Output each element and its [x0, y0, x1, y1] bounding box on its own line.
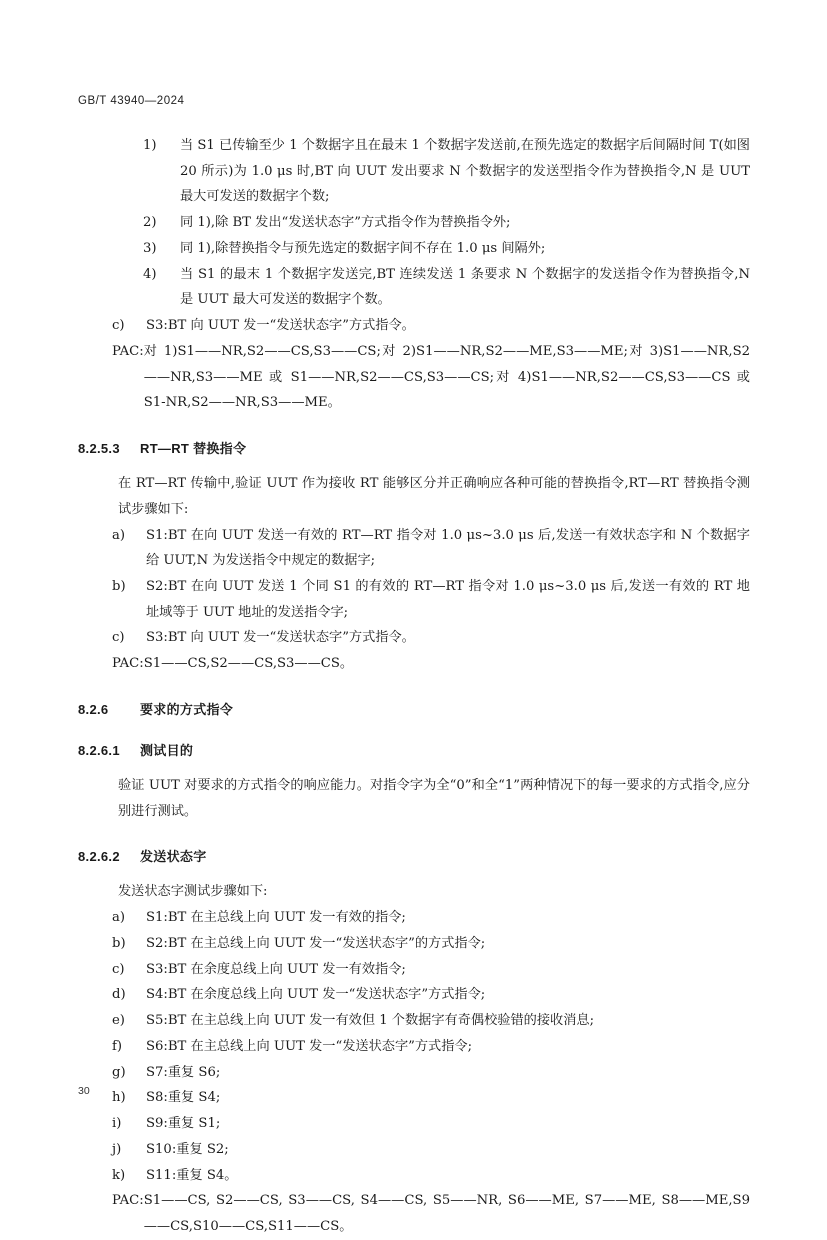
- list-text: S9:重复 S1;: [146, 1116, 221, 1132]
- clause-heading-8-2-5-3: [78, 438, 750, 457]
- list-text: S3:BT 向 UUT 发一“发送状态字”方式指令。: [146, 630, 415, 646]
- list-item-c: [112, 313, 750, 339]
- list-text: S7:重复 S6;: [146, 1064, 221, 1080]
- list-8-2-5-2: [78, 133, 750, 313]
- pac-block-1: [112, 339, 750, 416]
- list-text: S2:BT 在向 UUT 发送 1 个同 S1 的有效的 RT—RT 指令对 1.0 μs~3.0 μs 后,发送一有效的 RT 地址域等于 UUT 地址的发送指令字;: [146, 579, 750, 620]
- list-text: S2:BT 在主总线上向 UUT 发一“发送状态字”的方式指令;: [146, 935, 486, 951]
- list-item: [143, 133, 750, 210]
- list-marker: e): [112, 1013, 125, 1029]
- list-text: S10:重复 S2;: [146, 1141, 229, 1157]
- list-marker: f): [112, 1038, 123, 1054]
- pac-label: PAC:: [112, 656, 144, 672]
- paragraph-8-2-6-2: 发送状态字测试步骤如下:: [118, 884, 268, 900]
- list-marker: k): [112, 1167, 126, 1183]
- list-marker: c): [112, 318, 125, 334]
- list-item: [112, 1008, 750, 1034]
- pac-text: S1——CS,S2——CS,S3——CS。: [143, 656, 354, 672]
- list-item: [112, 523, 750, 574]
- list-text: S1:BT 在主总线上向 UUT 发一有效的指令;: [146, 910, 406, 926]
- clause-number: 8.2.6: [78, 701, 109, 717]
- list-marker: h): [112, 1090, 126, 1106]
- list-text: S11:重复 S4。: [146, 1167, 238, 1183]
- list-marker: a): [112, 910, 126, 926]
- list-marker: g): [112, 1064, 126, 1080]
- list-text: 同 1),除替换指令与预先选定的数据字间不存在 1.0 μs 间隔外;: [180, 240, 546, 256]
- clause-number: 8.2.5.3: [78, 441, 120, 457]
- list-item: [112, 1163, 750, 1189]
- paragraph-8-2-6-1: 验证 UUT 对要求的方式指令的响应能力。对指令字为全“0”和全“1”两种情况下的每一要求的方式指令,应分别进行测试。: [118, 777, 750, 819]
- list-marker: c): [112, 961, 125, 977]
- list-8-2-5-3: [78, 523, 750, 652]
- clause-title: 发送状态字: [140, 849, 207, 865]
- pac-block-2: [112, 651, 750, 677]
- list-marker: b): [112, 935, 126, 951]
- list-8-2-6-2: [78, 905, 750, 1188]
- pac-label: PAC:: [112, 1193, 144, 1209]
- list-text: S5:BT 在主总线上向 UUT 发一有效但 1 个数据字有奇偶校验错的接收消息;: [146, 1013, 595, 1029]
- list-item: [112, 982, 750, 1008]
- clause-number: 8.2.6.2: [78, 849, 120, 865]
- list-item: [143, 262, 750, 313]
- list-marker: a): [112, 527, 126, 543]
- list-marker: b): [112, 579, 126, 595]
- list-item: [112, 1111, 750, 1137]
- list-marker: 3): [143, 240, 157, 256]
- list-marker: 2): [143, 215, 157, 231]
- list-item: [112, 1060, 750, 1086]
- pac-label: PAC:: [112, 343, 144, 359]
- list-item: [112, 574, 750, 625]
- list-text: S3:BT 在余度总线上向 UUT 发一有效指令;: [146, 961, 406, 977]
- list-text: S1:BT 在向 UUT 发送一有效的 RT—RT 指令对 1.0 μs~3.0 μs 后,发送一有效状态字和 N 个数据字给 UUT,N 为发送指令中规定的数据字;: [146, 527, 750, 569]
- list-text: S3:BT 向 UUT 发一“发送状态字”方式指令。: [146, 318, 415, 334]
- list-text: S4:BT 在余度总线上向 UUT 发一“发送状态字”方式指令;: [146, 987, 486, 1003]
- list-item: [143, 210, 750, 236]
- pac-text: 对 1)S1——NR,S2——CS,S3——CS;对 2)S1——NR,S2——ME,S3——ME;对 3)S1——NR,S2——NR,S3——ME 或 S1——NR,S2——CS,S3——CS;对 4)S1——NR,S2——CS,S3——CS 或 S1-NR,S2——NR,S3——ME。: [143, 343, 750, 411]
- clause-heading-8-2-6-1: [78, 740, 750, 759]
- list-item: [112, 1137, 750, 1163]
- page-number: 30: [78, 1085, 90, 1097]
- clause-number: 8.2.6.1: [78, 742, 120, 758]
- page-header: GB/T 43940—2024: [78, 95, 185, 107]
- list-item: [112, 625, 750, 651]
- list-item: [112, 957, 750, 983]
- list-marker: c): [112, 630, 125, 646]
- list-text: S8:重复 S4;: [146, 1090, 221, 1106]
- list-text: S6:BT 在主总线上向 UUT 发一“发送状态字”方式指令;: [146, 1038, 473, 1054]
- pac-block-3: [112, 1188, 750, 1239]
- clause-heading-8-2-6-2: [78, 846, 750, 865]
- list-text: 同 1),除 BT 发出“发送状态字”方式指令作为替换指令外;: [180, 215, 511, 231]
- clause-title: 测试目的: [140, 742, 194, 758]
- pac-text: S1——CS, S2——CS, S3——CS, S4——CS, S5——NR, S6——ME, S7——ME, S8——ME,S9——CS,S10——CS,S11——CS。: [143, 1193, 750, 1234]
- list-text: 当 S1 的最末 1 个数据字发送完,BT 连续发送 1 条要求 N 个数据字的发送指令作为替换指令,N 是 UUT 最大可发送的数据字个数。: [180, 266, 750, 308]
- page-content: [78, 95, 750, 1240]
- list-item: [143, 236, 750, 262]
- list-marker: i): [112, 1116, 122, 1132]
- list-item: [112, 1034, 750, 1060]
- clause-title: 要求的方式指令: [140, 701, 234, 717]
- clause-heading-8-2-6: [78, 699, 750, 718]
- clause-title: RT—RT 替换指令: [140, 441, 247, 457]
- list-text: 当 S1 已传输至少 1 个数据字且在最末 1 个数据字发送前,在预先选定的数据字后间隔时间 T(如图 20 所示)为 1.0 μs 时,BT 向 UUT 发出要求 N 个数据字的发送型指令作为替换指令,N 是 UUT 最大可发送的数据字个数;: [180, 138, 750, 205]
- list-item: [112, 931, 750, 957]
- list-item: [112, 1085, 750, 1111]
- paragraph-8-2-5-3: 在 RT—RT 传输中,验证 UUT 作为接收 RT 能够区分并正确响应各种可能的替换指令,RT—RT 替换指令测试步骤如下:: [118, 476, 750, 517]
- list-marker: j): [112, 1141, 122, 1157]
- list-marker: 1): [143, 138, 157, 153]
- list-marker: d): [112, 987, 126, 1003]
- list-marker: 4): [143, 266, 157, 282]
- list-item: [112, 905, 750, 931]
